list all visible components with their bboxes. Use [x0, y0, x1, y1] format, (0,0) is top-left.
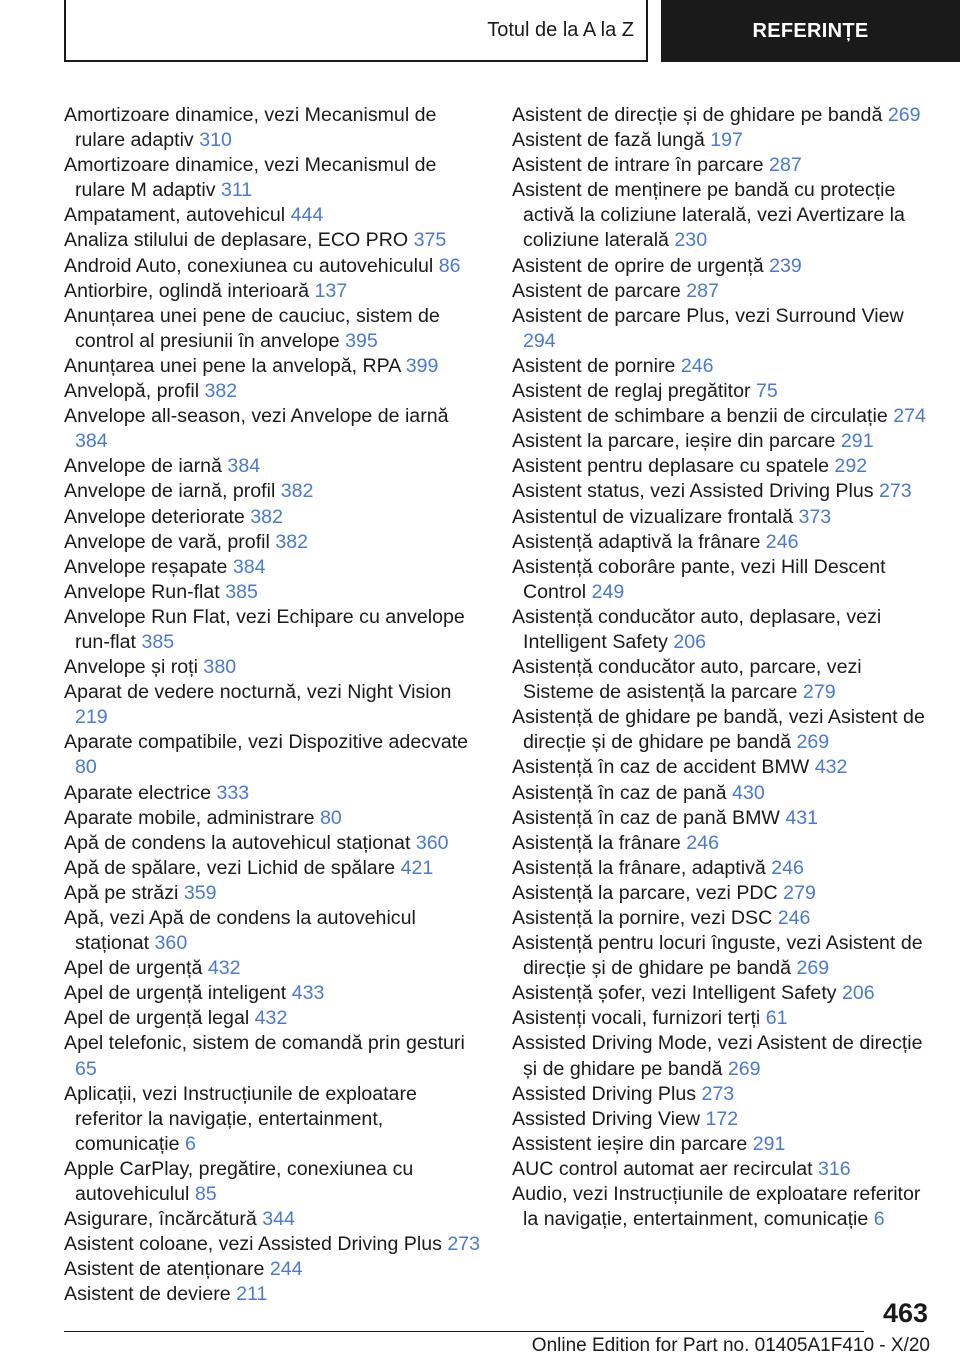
- page-reference-link[interactable]: 360: [415, 831, 449, 854]
- index-entry: [64, 555, 482, 580]
- index-entry: [512, 981, 930, 1006]
- index-entry: [64, 153, 482, 203]
- index-entry: [512, 103, 930, 128]
- index-entry: [512, 906, 930, 931]
- index-term: Asistent de atenționare: [64, 1258, 265, 1281]
- index-entry: [512, 555, 930, 605]
- index-entry: [512, 1082, 930, 1107]
- index-entry: [512, 1132, 930, 1157]
- index-entry: [64, 580, 482, 605]
- page-reference-link[interactable]: 137: [314, 279, 348, 302]
- page-reference-link[interactable]: 382: [204, 380, 238, 403]
- page-reference-link[interactable]: 80: [75, 756, 97, 779]
- page-reference-link[interactable]: 246: [765, 530, 799, 553]
- index-term: Asistență în caz de pană: [512, 781, 727, 804]
- page-reference-link[interactable]: 219: [75, 706, 108, 729]
- index-entry: [512, 605, 930, 655]
- page-reference-link[interactable]: 206: [842, 982, 875, 1005]
- index-term: Analiza stilului de deplasare, ECO PRO: [64, 229, 409, 252]
- page-reference-link[interactable]: 399: [405, 354, 439, 377]
- page-reference-link[interactable]: 384: [232, 555, 266, 578]
- page-reference-link[interactable]: 395: [345, 329, 378, 352]
- index-term: Assistent ieșire din parcare: [512, 1132, 748, 1155]
- index-entry: [512, 1157, 930, 1182]
- page-reference-link[interactable]: 246: [680, 354, 714, 377]
- index-term: Anvelope reșapate: [64, 555, 228, 578]
- index-entry: [512, 831, 930, 856]
- footer-edition: Online Edition for Part no. 01405A1F410 - X/20: [531, 1335, 930, 1356]
- index-entry: [64, 680, 482, 730]
- page-reference-link[interactable]: 375: [413, 229, 447, 252]
- index-entry: [64, 906, 482, 956]
- page-reference-link[interactable]: 249: [591, 580, 625, 603]
- index-term: Apel telefonic, sistem de comandă prin gesturi: [64, 1032, 465, 1055]
- index-term: Asistent de schimbare a benzii de circulație: [512, 405, 888, 428]
- index-term: Anvelope deteriorate: [64, 505, 245, 528]
- header-chapter-title: REFERINȚE: [752, 19, 869, 42]
- page-reference-link[interactable]: 274: [893, 405, 926, 428]
- page-reference-link[interactable]: 344: [262, 1208, 295, 1231]
- index-term: Asistență la frânare: [512, 831, 681, 854]
- index-term: Asistentul de vizualizare frontală: [512, 505, 793, 528]
- page-reference-link[interactable]: 6: [873, 1208, 885, 1231]
- page-reference-link[interactable]: 269: [727, 1057, 761, 1080]
- index-entry: [64, 203, 482, 228]
- index-term: Asistență conducător auto, parcare, vezi Sisteme de asistență la parcare: [512, 656, 862, 704]
- index-term: Asistent status, vezi Assisted Driving Plus: [512, 480, 874, 503]
- index-term: Assisted Driving View: [512, 1107, 701, 1130]
- index-term: Asistență conducător auto, deplasare, vezi Intelligent Safety: [512, 605, 882, 653]
- index-entry: [512, 856, 930, 881]
- index-term: Anvelope de iarnă, profil: [64, 480, 276, 503]
- index-term: Anvelope de vară, profil: [64, 530, 270, 553]
- page-reference-link[interactable]: 246: [686, 831, 719, 854]
- index-entry: [512, 254, 930, 279]
- index-entry: [512, 1006, 930, 1031]
- page-reference-link[interactable]: 80: [319, 806, 342, 829]
- index-column-left: [64, 103, 482, 1308]
- page-reference-link[interactable]: 273: [701, 1082, 735, 1105]
- index-term: Anvelope și roți: [64, 656, 198, 679]
- index-term: Android Auto, conexiunea cu autovehiculul: [64, 254, 434, 277]
- index-term: Anunțarea unei pene la anvelopă, RPA: [64, 354, 401, 377]
- index-term: Asistență coborâre pante, vezi Hill Descent Control: [512, 555, 886, 603]
- index-entry: [64, 956, 482, 981]
- index-term: Aplicații, vezi Instrucțiunile de exploatare referitor la navigație, entertainment, comunicație: [64, 1082, 417, 1155]
- header-section-box: [64, 0, 648, 62]
- index-entry: [512, 279, 930, 304]
- index-entry: [512, 530, 930, 555]
- index-entry: [512, 705, 930, 755]
- index-term: Asistent coloane, vezi Assisted Driving Plus: [64, 1233, 442, 1256]
- page-reference-link[interactable]: 360: [154, 932, 188, 955]
- index-entry: [64, 479, 482, 504]
- index-term: Aparate mobile, administrare: [64, 806, 315, 829]
- page-reference-link[interactable]: 382: [250, 505, 283, 528]
- index-term: Asistent de parcare Plus, vezi Surround View: [512, 304, 904, 327]
- index-entry: [512, 128, 930, 153]
- index-term: Asistență la frânare, adaptivă: [512, 856, 766, 879]
- index-entry: [64, 605, 482, 655]
- index-entry: [512, 781, 930, 806]
- page-reference-link[interactable]: 246: [771, 856, 804, 879]
- index-entry: [512, 931, 930, 981]
- index-entry: [64, 981, 482, 1006]
- index-term: Asistent de menținere pe bandă cu protecție activă la coliziune laterală, vezi Avertizare la coliziune laterală: [512, 179, 905, 252]
- page-reference-link[interactable]: 269: [887, 104, 921, 126]
- page-reference-link[interactable]: 384: [227, 455, 261, 478]
- index-entry: [64, 1031, 482, 1081]
- index-entry: [64, 228, 482, 253]
- index-entry: [64, 279, 482, 304]
- index-entry: [64, 530, 482, 555]
- index-term: Asistență în caz de accident BMW: [512, 756, 810, 779]
- page-reference-link[interactable]: 385: [225, 580, 258, 603]
- index-entry: [512, 379, 930, 404]
- page-reference-link[interactable]: 433: [291, 982, 325, 1005]
- index-term: Anvelope all-season, vezi Anvelope de iarnă: [64, 405, 449, 428]
- page-reference-link[interactable]: 385: [141, 630, 175, 653]
- page-reference-link[interactable]: 197: [710, 129, 743, 152]
- index-term: Asistență de ghidare pe bandă, vezi Asistent de direcție și de ghidare pe bandă: [512, 706, 925, 754]
- page-reference-link[interactable]: 430: [732, 781, 765, 804]
- index-term: AUC control automat aer recirculat: [512, 1157, 813, 1180]
- index-entry: [512, 806, 930, 831]
- index-entry: [512, 178, 930, 253]
- index-term: Apă de condens la autovehicul staționat: [64, 831, 411, 854]
- index-term: Apă, vezi Apă de condens la autovehicul staționat: [64, 907, 416, 955]
- index-term: Asistent de oprire de urgență: [512, 254, 764, 277]
- index-term: Asistență șofer, vezi Intelligent Safety: [512, 982, 837, 1005]
- index-term: Aparate electrice: [64, 781, 212, 804]
- page-reference-link[interactable]: 287: [769, 154, 802, 177]
- page-reference-link[interactable]: 421: [400, 856, 434, 879]
- index-entry: [512, 505, 930, 530]
- index-entry: [64, 304, 482, 354]
- index-term: Anvelopă, profil: [64, 380, 200, 403]
- index-term: Apă pe străzi: [64, 881, 179, 904]
- page-reference-link[interactable]: 279: [802, 681, 836, 704]
- index-term: Assisted Driving Mode, vezi Asistent de direcție și de ghidare pe bandă: [512, 1032, 923, 1080]
- page-reference-link[interactable]: 269: [796, 957, 830, 980]
- index-entry: [512, 304, 930, 354]
- page-reference-link[interactable]: 291: [840, 430, 874, 453]
- index-entry: [64, 1232, 482, 1257]
- index-term: Antiorbire, oglindă interioară: [64, 279, 310, 302]
- index-entry: [64, 1082, 482, 1157]
- page-reference-link[interactable]: 230: [674, 229, 708, 252]
- page-reference-link[interactable]: 359: [183, 881, 217, 904]
- page-reference-link[interactable]: 310: [199, 129, 232, 152]
- index-term: Anvelope Run Flat, vezi Echipare cu anvelope run-flat: [64, 605, 465, 653]
- footer-divider: [64, 1331, 864, 1332]
- index-term: Asistent de parcare: [512, 279, 681, 302]
- index-term: Asistent pentru deplasare cu spatele: [512, 455, 829, 478]
- page-reference-link[interactable]: 75: [755, 380, 778, 403]
- index-entry: [512, 454, 930, 479]
- index-term: Assisted Driving Plus: [512, 1082, 697, 1105]
- index-entry: [512, 755, 930, 780]
- index-term: Aparat de vedere nocturnă, vezi Night Vision: [64, 681, 452, 704]
- page-reference-link[interactable]: 384: [75, 430, 108, 453]
- index-entry: [64, 379, 482, 404]
- page-reference-link[interactable]: 431: [785, 806, 819, 829]
- index-entry: [512, 1182, 930, 1232]
- index-term: Amortizoare dinamice, vezi Mecanismul de rulare M adaptiv: [64, 154, 437, 202]
- index-entry: [64, 1157, 482, 1207]
- page-reference-link[interactable]: 311: [220, 179, 253, 202]
- index-term: Apel de urgență: [64, 957, 203, 980]
- page-reference-link[interactable]: 279: [783, 881, 816, 904]
- index-entry: [512, 1031, 930, 1081]
- header-section-title: Totul de la A la Z: [487, 18, 634, 41]
- index-term: Asistent de reglaj pregătitor: [512, 380, 751, 403]
- index-entry: [64, 254, 482, 279]
- index-entry: [512, 655, 930, 705]
- page-reference-link[interactable]: 269: [796, 731, 830, 754]
- page-reference-link[interactable]: 86: [438, 254, 461, 277]
- page-reference-link[interactable]: 61: [765, 1007, 788, 1030]
- index-entry: [512, 1107, 930, 1132]
- page-reference-link[interactable]: 432: [207, 957, 241, 980]
- index-term: Asistență pentru locuri înguste, vezi Asistent de direcție și de ghidare pe bandă: [512, 932, 923, 980]
- index-term: Asistență la parcare, vezi PDC: [512, 881, 778, 904]
- index-entry: [64, 1257, 482, 1282]
- index-entry: [64, 505, 482, 530]
- index-term: Apel de urgență inteligent: [64, 982, 287, 1005]
- page-reference-link[interactable]: 373: [798, 505, 832, 528]
- index-term: Asistent la parcare, ieșire din parcare: [512, 430, 836, 453]
- page-reference-link[interactable]: 273: [447, 1233, 481, 1256]
- page-reference-link[interactable]: 273: [879, 480, 912, 503]
- index-term: Audio, vezi Instrucțiunile de exploatare referitor la navigație, entertainment, comunicație: [512, 1183, 921, 1231]
- page-reference-link[interactable]: 6: [185, 1132, 196, 1155]
- page-reference-link[interactable]: 292: [834, 455, 868, 478]
- index-term: Asistent de pornire: [512, 354, 676, 377]
- index-entry: [64, 1282, 482, 1307]
- index-entry: [64, 655, 482, 680]
- index-entry: [512, 429, 930, 454]
- index-entry: [512, 153, 930, 178]
- index-entry: [64, 1207, 482, 1232]
- index-term: Apel de urgență legal: [64, 1007, 250, 1030]
- index-term: Asistenți vocali, furnizori terți: [512, 1007, 761, 1030]
- index-term: Asistent de intrare în parcare: [512, 154, 764, 177]
- index-entry: [64, 730, 482, 780]
- page-reference-link[interactable]: 382: [275, 530, 309, 553]
- index-entry: [512, 354, 930, 379]
- page-reference-link[interactable]: 287: [686, 279, 719, 302]
- page-number: 463: [882, 1298, 928, 1328]
- index-entry: [64, 881, 482, 906]
- page-reference-link[interactable]: 172: [705, 1107, 739, 1130]
- index-term: Asigurare, încărcătură: [64, 1208, 257, 1231]
- page-reference-link[interactable]: 211: [236, 1283, 268, 1306]
- page-reference-link[interactable]: 206: [673, 630, 707, 653]
- page-reference-link[interactable]: 239: [769, 254, 802, 277]
- index-term: Asistență în caz de pană BMW: [512, 806, 780, 829]
- index-term: Asistență adaptivă la frânare: [512, 530, 761, 553]
- index-entry: [64, 806, 482, 831]
- page-reference-link[interactable]: 316: [818, 1157, 851, 1180]
- page-reference-link[interactable]: 333: [216, 781, 250, 804]
- page-reference-link[interactable]: 246: [777, 907, 811, 929]
- page-reference-link[interactable]: 294: [523, 329, 556, 352]
- index-term: Asistență la pornire, vezi DSC: [512, 907, 773, 929]
- header-chapter-tab: [661, 0, 960, 62]
- index-entry: [512, 479, 930, 504]
- index-entry: [512, 881, 930, 906]
- page-reference-link[interactable]: 382: [280, 480, 314, 503]
- index-entry: [64, 354, 482, 379]
- page-reference-link[interactable]: 65: [75, 1057, 97, 1080]
- index-entry: [64, 1006, 482, 1031]
- index-entry: [64, 781, 482, 806]
- page-reference-link[interactable]: 85: [194, 1183, 217, 1206]
- page-reference-link[interactable]: 432: [254, 1007, 288, 1030]
- index-term: Asistent de direcție și de ghidare pe bandă: [512, 104, 883, 126]
- index-term: Asistent de fază lungă: [512, 129, 705, 152]
- index-term: Ampatament, autovehicul: [64, 204, 286, 227]
- page-reference-link[interactable]: 444: [290, 204, 324, 227]
- page-reference-link[interactable]: 291: [752, 1132, 786, 1155]
- index-term: Apple CarPlay, pregătire, conexiunea cu autovehiculul: [64, 1157, 414, 1206]
- index-term: Anvelope de iarnă: [64, 455, 222, 478]
- page-reference-link[interactable]: 380: [203, 656, 237, 679]
- page-reference-link[interactable]: 244: [269, 1258, 303, 1281]
- index-entry: [64, 103, 482, 153]
- index-entry: [64, 404, 482, 454]
- page-reference-link[interactable]: 432: [814, 756, 848, 779]
- index-term: Anunțarea unei pene de cauciuc, sistem de control al presiunii în anvelope: [64, 304, 440, 352]
- index-column-right: [512, 103, 930, 1232]
- index-entry: [512, 404, 930, 429]
- index-term: Asistent de deviere: [64, 1283, 231, 1306]
- index-entry: [64, 454, 482, 479]
- index-term: Amortizoare dinamice, vezi Mecanismul de rulare adaptiv: [64, 104, 437, 152]
- index-term: Apă de spălare, vezi Lichid de spălare: [64, 856, 396, 879]
- index-term: Aparate compatibile, vezi Dispozitive adecvate: [64, 731, 469, 754]
- index-entry: [64, 856, 482, 881]
- index-entry: [64, 831, 482, 856]
- index-term: Anvelope Run-flat: [64, 580, 220, 603]
